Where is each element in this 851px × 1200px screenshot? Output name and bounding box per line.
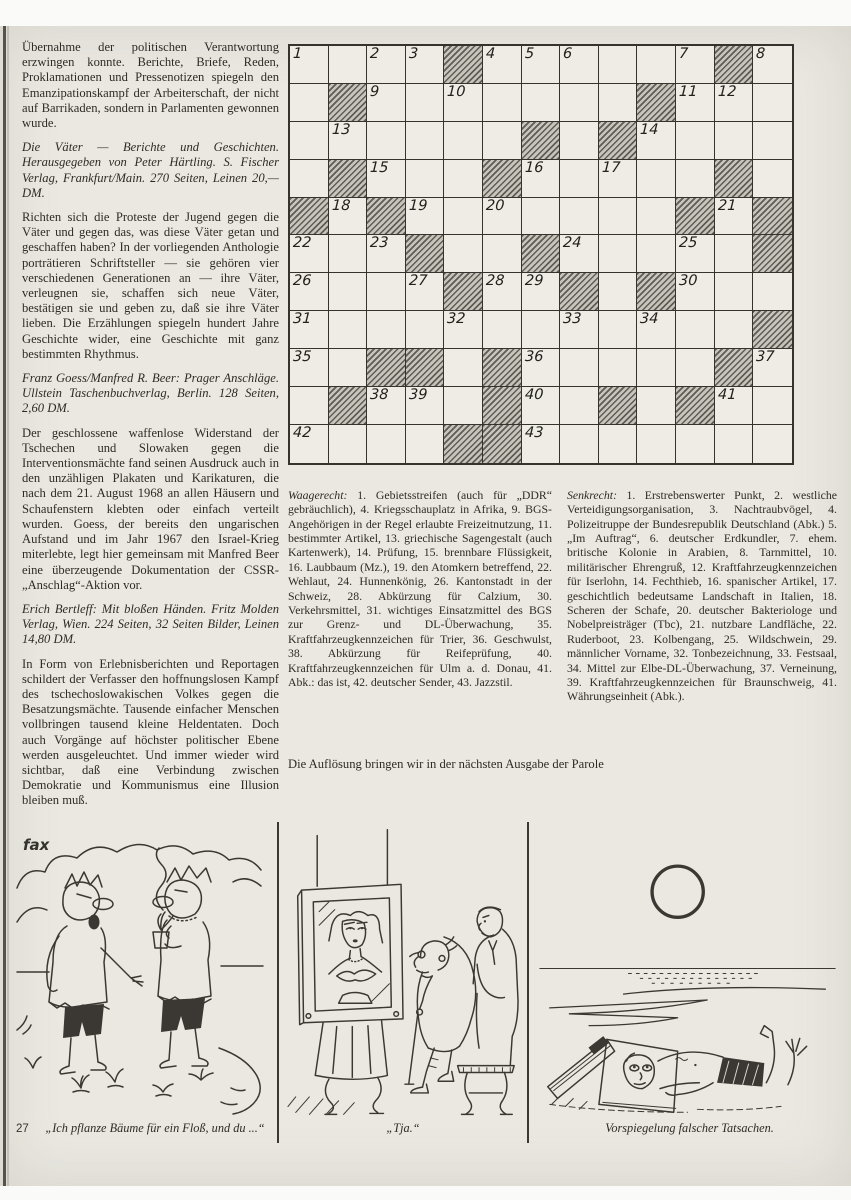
clue-number: 23: [369, 235, 390, 252]
beach-shadow: [550, 1097, 781, 1113]
left-castaway: [47, 872, 143, 1074]
clue-number: 3: [408, 46, 419, 62]
crossword-cell: [483, 122, 522, 160]
crossword-cell: [290, 387, 329, 425]
crossword-cell: [329, 349, 368, 387]
sunbather-man: [624, 1026, 807, 1096]
clue-number: 8: [755, 46, 766, 62]
clue-number: 10: [446, 83, 467, 100]
crossword-cell: [753, 387, 792, 425]
crossword-cell: [367, 425, 406, 463]
blocked-cell: [715, 46, 754, 84]
crossword-cell: [367, 387, 406, 425]
crossword-cell: [406, 387, 445, 425]
clue-number: 43: [524, 424, 544, 441]
woman-on-screen: [319, 902, 389, 1003]
crossword-cell: [329, 311, 368, 349]
blocked-cell: [483, 160, 522, 198]
crossword-cell: [676, 122, 715, 160]
crossword-cell: [329, 46, 368, 84]
crossword-cell: [753, 425, 792, 463]
blocked-cell: [483, 349, 522, 387]
sunbather-cartoon-drawing: [530, 822, 848, 1118]
across-clue-text: 1. Gebietsstreifen (auch für „DDR“ gebräuchlich), 4. Kriegsschauplatz in Afrika, 9. BGS-Angehörigen in der Regel erlaubte Freizeitnutzung, 11. bestimmter Artikel, 13. griechische Sagengestalt (auch Kartenwerk), 14. Prüfung, 15. brennbare Flüssigkeit, 16. Laubbaum (Mz.), 19. den Atomkern betreffend, 22. Wehlaut, 24. Hunnenkönig, 26. Kantonstadt in der Schweiz, 28. Abkürzung für Calzium, 30. Verkehrsmittel, 31. wichtiges Einsatzmittel des BGS zur Grenz- und DL-Überwachung, 35. Kraftfahrzeugkennzeichen für Trier, 36. Geschwulst, 38. Abkürzung für Reifeprüfung, 40. Kraftfahrzeugkennzeichen für Ulm a. d. Donau, 41. Abk.: das ist, 42. deutscher Sender, 43. Jazzstil.: [288, 487, 553, 690]
crossword-cell: [406, 198, 445, 236]
crossword-cell: [483, 198, 522, 236]
clue-number: 31: [292, 311, 312, 328]
blocked-cell: [753, 311, 792, 349]
book-reference: Franz Goess/Manfred R. Beer: Prager Anschläge. Ullstein Taschenbuchverlag, Berlin. 128 Seiten, 2,60 DM.: [22, 371, 279, 416]
clue-number: 22: [292, 235, 312, 252]
crossword-cell: [367, 311, 406, 349]
clue-number: 39: [408, 387, 428, 404]
crossword-cell: [637, 160, 676, 198]
crossword-cell: [290, 273, 329, 311]
crossword-cell: [522, 273, 561, 311]
tv-cartoon-drawing: [286, 824, 520, 1124]
crossword-cell: [329, 122, 368, 160]
crossword-cell: [290, 160, 329, 198]
island-edge: [17, 1016, 260, 1114]
blocked-cell: [406, 349, 445, 387]
clue-number: 17: [601, 159, 621, 176]
crossword-cell: [444, 311, 483, 349]
crossword-cell: [329, 425, 368, 463]
crossword-cell: [444, 198, 483, 236]
stool: [458, 1066, 515, 1115]
crossword-cell: [560, 160, 599, 198]
review-paragraph: Übernahme der politischen Verantwortung erzwingen konnte. Berichte, Briefe, Reden, Proklamationen und Pressenotizen spiegeln den Emanzipationskampf der Arbeiterschaft, der nicht auf Barrikaden, sondern in Parlamenten gewonnen wurde.: [22, 40, 279, 131]
blocked-cell: [676, 387, 715, 425]
magazine-tent: [548, 1036, 678, 1112]
crossword-cell: [560, 46, 599, 84]
crossword-cell: [406, 273, 445, 311]
crossword-cell: [367, 122, 406, 160]
crossword-cell: [560, 235, 599, 273]
crossword-cell: [599, 425, 638, 463]
clue-number: 28: [485, 273, 505, 290]
across-label: Waagerecht:: [288, 487, 348, 502]
clue-number: 42: [292, 424, 312, 441]
down-clues: [567, 488, 837, 704]
clue-number: 37: [755, 349, 775, 366]
crossword-cell: [715, 273, 754, 311]
crossword-cell: [715, 84, 754, 122]
review-paragraph: Richten sich die Proteste der Jugend gegen die Väter und gegen das, was diese Väter getan und geschaffen haben? In der vorliegenden Anthologie porträtieren Schriftsteller — sie gehören vier verschiedenen Generationen an — ihre Väter, verleugnen sie, schaffen sich neue Väter, bestätigen sie und geben zu, daß sie ihre Väter lieben. Die Erzählungen spiegeln hundert Jahre Geschichte wider, eine Geschichte mit ganz bestimmten Rhythmus.: [22, 210, 279, 361]
clue-number: 5: [524, 46, 535, 62]
clue-number: 14: [639, 121, 660, 138]
review-paragraph: Der geschlossene waffenlose Widerstand der Tschechen und Slowaken gegen die Interventionsmächte fand seinen Ausdruck auch in den unzähligen Plakaten und Karikaturen, die nach dem 21. August 1968 an allen Häusern und Schaufenstern klebten oder einfach verteilt wurden. Goess, der bereits den ungarischen Aufstand und im Jahr 1967 den Israel-Krieg miterlebte, legt hier gemeinsam mit Manfred Beer eine überzeugende Dokumentation der CSSR-„Anschlag“-Aktion vor.: [22, 425, 279, 592]
crossword-cell: [444, 235, 483, 273]
crossword-cell: [290, 425, 329, 463]
crossword-cell: [483, 46, 522, 84]
crossword-cell: [560, 349, 599, 387]
clue-number: 12: [717, 83, 737, 100]
across-clues: [288, 488, 552, 704]
blocked-cell: [329, 84, 368, 122]
crossword-cell: [522, 311, 561, 349]
crossword-cell: [676, 160, 715, 198]
cartoon-caption: „Ich pflanze Bäume für ein Floß, und du ...“: [45, 1121, 265, 1135]
floor-hatching: [288, 1097, 354, 1115]
crossword-cell: [483, 84, 522, 122]
clue-number: 27: [408, 273, 428, 290]
scan-edge-shadow: [7, 26, 9, 1186]
blocked-cell: [522, 235, 561, 273]
standing-man: [473, 907, 518, 1066]
clue-number: 34: [639, 311, 660, 328]
crossword-cell: [599, 349, 638, 387]
crossword-cell: [676, 84, 715, 122]
clue-number: 19: [408, 197, 428, 214]
blocked-cell: [599, 387, 638, 425]
blocked-cell: [329, 387, 368, 425]
crossword-cell: [753, 160, 792, 198]
clue-number: 21: [717, 197, 737, 214]
crossword-cell: [290, 84, 329, 122]
crossword-cell: [367, 160, 406, 198]
crossword-cell: [715, 311, 754, 349]
clue-number: 13: [331, 121, 351, 138]
clue-number: 29: [524, 273, 544, 290]
clue-number: 20: [485, 197, 505, 214]
clue-number: 38: [369, 387, 390, 404]
sun-icon: [652, 866, 703, 917]
crossword-cell: [753, 349, 792, 387]
clue-number: 18: [331, 197, 351, 214]
scan-edge-line: [3, 26, 6, 1186]
old-man-with-cane: [405, 937, 476, 1093]
crossword-cell: [715, 198, 754, 236]
crossword-cell: [715, 122, 754, 160]
crossword-cell: [522, 425, 561, 463]
blocked-cell: [290, 198, 329, 236]
crossword-cell: [715, 235, 754, 273]
crossword-cell: [406, 311, 445, 349]
crossword-cell: [522, 46, 561, 84]
crossword-cell: [637, 198, 676, 236]
panel-divider: [277, 822, 279, 1143]
crossword-cell: [290, 122, 329, 160]
crossword-cell: [637, 46, 676, 84]
solution-note: Die Auflösung bringen wir in der nächsten Ausgabe der Parole: [288, 757, 604, 771]
crossword-cell: [367, 273, 406, 311]
crossword-cell: [560, 84, 599, 122]
crossword-cell: [676, 349, 715, 387]
blocked-cell: [406, 235, 445, 273]
clue-number: 33: [562, 311, 583, 328]
blocked-cell: [599, 122, 638, 160]
right-castaway: [153, 848, 211, 1068]
crossword-cell: [406, 160, 445, 198]
crossword-cell: [483, 311, 522, 349]
blocked-cell: [560, 273, 599, 311]
blocked-cell: [444, 273, 483, 311]
crossword-cell: [444, 84, 483, 122]
crossword-cell: [483, 273, 522, 311]
crossword-cell: [599, 46, 638, 84]
crossword-clues: [288, 476, 837, 716]
crossword-cell: [715, 425, 754, 463]
crossword-cell: [406, 122, 445, 160]
blocked-cell: [483, 425, 522, 463]
blocked-cell: [329, 160, 368, 198]
crossword-cell: [367, 46, 406, 84]
crossword-cell: [599, 84, 638, 122]
crossword-cell: [599, 235, 638, 273]
clue-number: 4: [485, 46, 496, 62]
crossword-cell: [599, 273, 638, 311]
blocked-cell: [444, 425, 483, 463]
crossword-cell: [406, 425, 445, 463]
blocked-cell: [715, 349, 754, 387]
cartoon-caption: Vorspiegelung falscher Tatsachen.: [605, 1121, 774, 1135]
crossword-cell: [522, 84, 561, 122]
sea-horizon: [540, 969, 835, 984]
crossword-cell: [715, 387, 754, 425]
clue-number: 41: [717, 387, 737, 404]
crossword-cell: [290, 311, 329, 349]
clue-number: 16: [524, 159, 544, 176]
clue-number: 9: [369, 83, 380, 100]
crossword-cell: [599, 160, 638, 198]
clue-number: 36: [524, 349, 544, 366]
crossword-cell: [560, 122, 599, 160]
blocked-cell: [715, 160, 754, 198]
clue-number: 30: [678, 273, 698, 290]
clue-number: 1: [292, 46, 303, 62]
clue-number: 6: [562, 46, 573, 62]
crossword-cell: [522, 198, 561, 236]
clue-number: 35: [292, 349, 312, 366]
review-paragraph: In Form von Erlebnisberichten und Reportagen schildert der Verfasser den hoffnungslosen Kampf des tschechoslowakischen Volkes gegen die Besatzungsmächte. Tausende einfacher Menschen vollbringen tausend kleine Heldentaten. Doch auch Vorgänge auf höchster politischer Ebene werden ausgeleuchtet. Und immer wieder wird sichtbar, daß eine Verbindung zwischen Demokratie und Kommunismus eine Illusion bleiben muß.: [22, 656, 279, 808]
panel-divider: [527, 822, 529, 1143]
crossword-cell: [676, 311, 715, 349]
crossword-cell: [753, 46, 792, 84]
crossword-cell: [753, 84, 792, 122]
clue-number: 24: [562, 235, 583, 252]
crossword-cell: [637, 122, 676, 160]
paper-background: [0, 26, 851, 1186]
book-review-column: [22, 40, 279, 818]
blocked-cell: [483, 387, 522, 425]
crossword-cell: [637, 349, 676, 387]
crossword-cell: [560, 198, 599, 236]
crossword-cell: [329, 235, 368, 273]
crossword-cell: [444, 122, 483, 160]
crossword-cell: [676, 273, 715, 311]
clue-number: 2: [369, 46, 380, 62]
crossword-cell: [560, 387, 599, 425]
crossword-cell: [637, 425, 676, 463]
blocked-cell: [367, 349, 406, 387]
crossword-cell: [753, 122, 792, 160]
crossword-cell: [522, 387, 561, 425]
clue-number: 32: [446, 311, 467, 328]
crossword-cell: [676, 46, 715, 84]
clue-number: 15: [369, 159, 390, 176]
clue-number: 26: [292, 273, 312, 290]
crossword-cell: [753, 273, 792, 311]
cartoon-caption: „Tja.“: [386, 1121, 420, 1135]
crossword-cell: [483, 235, 522, 273]
crossword-cell: [406, 46, 445, 84]
clue-number: 25: [678, 235, 698, 252]
blocked-cell: [676, 198, 715, 236]
crossword-cell: [560, 311, 599, 349]
book-reference: Erich Bertleff: Mit bloßen Händen. Fritz Molden Verlag, Wien. 224 Seiten, 32 Seiten Bilder, Leinen 14,80 DM.: [22, 601, 279, 647]
crossword-cell: [290, 46, 329, 84]
blocked-cell: [637, 84, 676, 122]
crossword-cell: [290, 349, 329, 387]
seedlings: [25, 1057, 213, 1096]
clue-number: 11: [678, 83, 698, 100]
tv-skirt-and-legs: [315, 1021, 387, 1115]
crossword-cell: [637, 235, 676, 273]
crossword-cell: [290, 235, 329, 273]
crossword-cell: [560, 425, 599, 463]
crossword-cell: [637, 311, 676, 349]
book-reference: Die Väter — Berichte und Geschichten. Herausgegeben von Peter Härtling. S. Fischer Verlag, Frankfurt/Main. 270 Seiten, Leinen 20,— DM.: [22, 140, 279, 200]
blocked-cell: [637, 273, 676, 311]
blocked-cell: [753, 235, 792, 273]
clue-number: 7: [678, 46, 689, 62]
blocked-cell: [522, 122, 561, 160]
cartoonist-signature: fax: [23, 836, 50, 854]
blocked-cell: [367, 198, 406, 236]
crossword-cell: [676, 235, 715, 273]
down-label: Senkrecht:: [567, 487, 617, 502]
crossword-cell: [522, 349, 561, 387]
down-clue-text: 1. Erstrebenswerter Punkt, 2. westliche Verteidigungsorganisation, 3. Nachtraubvögel, 4. Polizeitruppe der Bundesrepublik Deutschland (Abk.) 5. „Im Auftrag“, 6. deutscher Erdkundler, 7. ehem. britische Kolonie in Arabien, 8. Tarnmittel, 10. militärischer Ehrengruß, 12. Kraftfahrzeugkennzeichen für Iserlohn, 14. Fechthieb, 16. spanischer Artikel, 17. geschichtlich bedeutsame Landschaft in Italien, 18. Scheren der Schafe, 20. deutscher Bakteriologe und Nobelpreisträger (Tbc), 21. nutzbare Landfläche, 22. Ruderboot, 23. Kolbengang, 25. Wildschwein, 29. männlicher Vorname, 32. Tonbezeichnung, 33. Festsaal, 34. Mittel zur Elbe-DL-Überwachung, 37. Verneinung, 39. Kraftfahrzeugkennzeichen für Braunschweig, 41. Währungseinheit (Abk.).: [567, 487, 837, 704]
crossword-cell: [676, 425, 715, 463]
crossword-cell: [367, 84, 406, 122]
clue-number: 40: [524, 387, 544, 404]
crossword-cell: [444, 349, 483, 387]
crossword-cell: [406, 84, 445, 122]
blocked-cell: [444, 46, 483, 84]
crossword-grid: [288, 44, 794, 465]
crossword-cell: [522, 160, 561, 198]
crossword-cell: [444, 387, 483, 425]
crossword-cell: [367, 235, 406, 273]
crossword-cell: [329, 198, 368, 236]
castaways-cartoon-drawing: [12, 830, 268, 1120]
crossword-cell: [329, 273, 368, 311]
crossword-cell: [637, 387, 676, 425]
sandbar: [550, 988, 826, 1026]
crossword-cell: [599, 311, 638, 349]
blocked-cell: [753, 198, 792, 236]
crossword-cell: [444, 160, 483, 198]
page-number: 27: [16, 1123, 29, 1135]
crossword-cell: [599, 198, 638, 236]
